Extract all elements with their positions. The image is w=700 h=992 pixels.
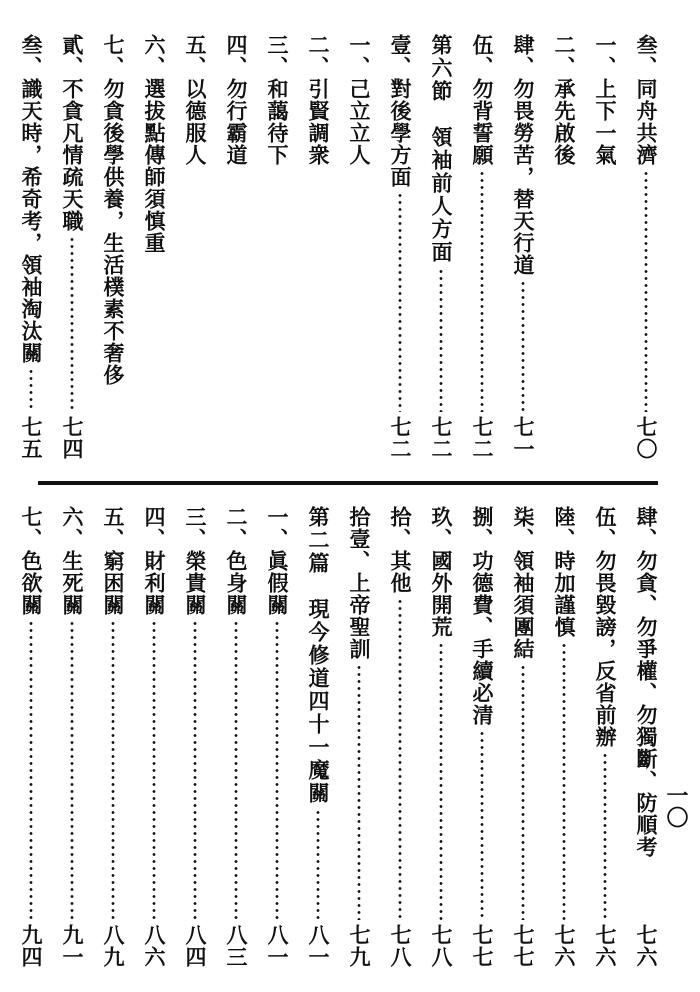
toc-entry-page: 七四 bbox=[60, 416, 85, 460]
page-number: 一〇 bbox=[663, 784, 689, 828]
toc-entry bbox=[548, 506, 580, 968]
toc-entry-title: 拾、其他 bbox=[388, 506, 413, 594]
toc-entry bbox=[507, 506, 539, 968]
toc-entry-title: 伍、勿畏毀謗，反省前辦 bbox=[593, 506, 618, 748]
toc-entry bbox=[589, 506, 621, 968]
dot-leader bbox=[439, 268, 443, 412]
toc-entry-title: 二、色身關 bbox=[224, 506, 249, 616]
toc-entry-page: 八四 bbox=[183, 924, 208, 968]
toc-entry-title: 第六節 領袖前人方面 bbox=[429, 34, 454, 264]
toc-entry-page: 八一 bbox=[306, 924, 331, 968]
toc-entry-title: 肆、勿貪、勿爭權、勿獨斷、防順考 bbox=[634, 506, 659, 858]
toc-entry bbox=[589, 34, 621, 460]
dot-leader bbox=[29, 368, 33, 412]
toc-entry-title: 四、勿行霸道 bbox=[224, 34, 249, 166]
section-divider-rule bbox=[38, 481, 658, 485]
toc-entry-title: 捌、功德費、手續必清 bbox=[470, 506, 495, 726]
toc-entry-title: 柒、領袖須團結 bbox=[511, 506, 536, 660]
toc-entry bbox=[302, 34, 334, 460]
toc-entry bbox=[15, 34, 47, 460]
dot-leader bbox=[480, 170, 484, 412]
toc-entry-title: 玖、國外開荒 bbox=[429, 506, 454, 638]
dot-leader bbox=[275, 620, 279, 920]
toc-entry-title: 伍、勿背誓願 bbox=[470, 34, 495, 166]
toc-entry bbox=[261, 34, 293, 460]
dot-leader bbox=[480, 730, 484, 920]
dot-leader bbox=[70, 620, 74, 920]
toc-entry-title: 叁、同舟共濟 bbox=[634, 34, 659, 166]
dot-leader bbox=[521, 280, 525, 412]
toc-entry bbox=[425, 506, 457, 968]
toc-entry-title: 一、己立立人 bbox=[347, 34, 372, 166]
toc-entry-page: 七〇 bbox=[634, 416, 659, 460]
toc-entry-title: 二、承先啟後 bbox=[552, 34, 577, 166]
dot-leader bbox=[234, 620, 238, 920]
toc-entry-title: 三、榮貴關 bbox=[183, 506, 208, 616]
dot-leader bbox=[644, 170, 648, 412]
toc-top-block bbox=[19, 34, 662, 464]
dot-leader bbox=[152, 620, 156, 920]
dot-leader bbox=[357, 664, 361, 920]
toc-entry-title: 七、勿貪後學供養，生活樸素不奢侈 bbox=[101, 34, 126, 386]
toc-entry-title: 四、財利關 bbox=[142, 506, 167, 616]
toc-entry-page: 七九 bbox=[347, 924, 372, 968]
toc-entry-page: 七二 bbox=[470, 416, 495, 460]
toc-entry bbox=[507, 34, 539, 460]
dot-leader bbox=[398, 598, 402, 920]
toc-entry-page: 九四 bbox=[19, 924, 44, 968]
toc-entry-page: 七二 bbox=[388, 416, 413, 460]
toc-entry-title: 陸、時加謹慎 bbox=[552, 506, 577, 638]
toc-entry-page: 七七 bbox=[511, 924, 536, 968]
toc-entry-title: 六、生死關 bbox=[60, 506, 85, 616]
toc-entry bbox=[56, 34, 88, 460]
toc-entry bbox=[343, 34, 375, 460]
toc-heading bbox=[425, 34, 457, 460]
toc-entry-title: 拾壹、上帝聖訓 bbox=[347, 506, 372, 660]
toc-entry-page: 七八 bbox=[429, 924, 454, 968]
toc-entry bbox=[179, 34, 211, 460]
toc-bottom-block bbox=[19, 506, 662, 974]
toc-entry-page: 七一 bbox=[511, 416, 536, 460]
toc-entry-title: 貳、不貪凡情疏天職 bbox=[60, 34, 85, 232]
toc-entry-page: 八三 bbox=[224, 924, 249, 968]
dot-leader bbox=[521, 664, 525, 920]
toc-entry bbox=[343, 506, 375, 968]
toc-entry-title: 七、色欲關 bbox=[19, 506, 44, 616]
toc-entry-page: 八一 bbox=[265, 924, 290, 968]
toc-entry-title: 肆、勿畏勞苦，替天行道 bbox=[511, 34, 536, 276]
toc-entry bbox=[630, 506, 662, 968]
toc-entry-page: 八六 bbox=[142, 924, 167, 968]
toc-entry bbox=[261, 506, 293, 968]
toc-entry-page: 七六 bbox=[593, 924, 618, 968]
toc-entry bbox=[138, 506, 170, 968]
toc-entry bbox=[56, 506, 88, 968]
toc-heading bbox=[302, 506, 334, 968]
toc-entry bbox=[466, 506, 498, 968]
toc-entry bbox=[138, 34, 170, 460]
toc-entry-title: 五、窮困關 bbox=[101, 506, 126, 616]
toc-entry-title: 五、以德服人 bbox=[183, 34, 208, 166]
dot-leader bbox=[439, 642, 443, 920]
toc-entry-title: 壹、對後學方面 bbox=[388, 34, 413, 188]
toc-entry-title: 一、上下一氣 bbox=[593, 34, 618, 166]
dot-leader bbox=[111, 620, 115, 920]
toc-entry bbox=[384, 34, 416, 460]
dot-leader bbox=[398, 192, 402, 412]
toc-entry bbox=[220, 34, 252, 460]
toc-entry-title: 三、和藹待下 bbox=[265, 34, 290, 166]
toc-entry-page: 七五 bbox=[19, 416, 44, 460]
toc-entry bbox=[220, 506, 252, 968]
toc-entry bbox=[466, 34, 498, 460]
toc-entry bbox=[384, 506, 416, 968]
toc-entry-page: 八九 bbox=[101, 924, 126, 968]
dot-leader bbox=[29, 620, 33, 920]
toc-entry bbox=[97, 34, 129, 460]
toc-entry bbox=[15, 506, 47, 968]
dot-leader bbox=[316, 809, 320, 920]
toc-entry bbox=[630, 34, 662, 460]
toc-entry-title: 第二篇 現今修道四十一魔關 bbox=[306, 506, 331, 805]
dot-leader bbox=[193, 620, 197, 920]
toc-entry-page: 七二 bbox=[429, 416, 454, 460]
dot-leader bbox=[603, 752, 607, 920]
toc-entry bbox=[179, 506, 211, 968]
toc-entry-title: 二、引賢調衆 bbox=[306, 34, 331, 166]
toc-entry-page: 七六 bbox=[552, 924, 577, 968]
toc-entry-title: 一、眞假關 bbox=[265, 506, 290, 616]
toc-entry-title: 叁、識天時，希奇考，領袖淘汰關 bbox=[19, 34, 44, 364]
dot-leader bbox=[70, 236, 74, 412]
toc-entry bbox=[97, 506, 129, 968]
toc-entry-title: 六、選拔點傳師須慎重 bbox=[142, 34, 167, 254]
dot-leader bbox=[562, 642, 566, 920]
toc-entry-page: 七六 bbox=[634, 924, 659, 968]
toc-entry-page: 九一 bbox=[60, 924, 85, 968]
toc-entry bbox=[548, 34, 580, 460]
toc-entry-page: 七七 bbox=[470, 924, 495, 968]
toc-entry-page: 七八 bbox=[388, 924, 413, 968]
